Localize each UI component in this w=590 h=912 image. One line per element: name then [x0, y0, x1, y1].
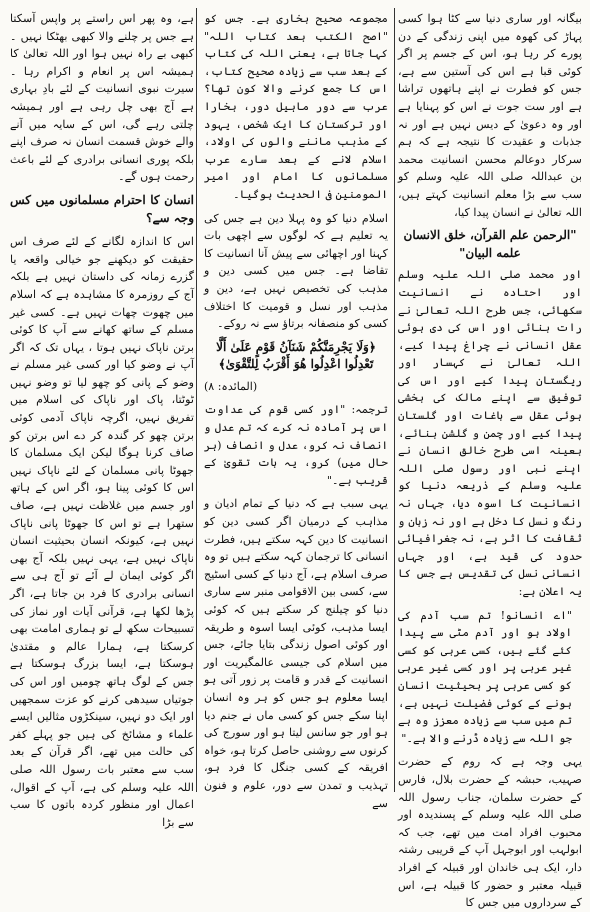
column-left [398, 10, 582, 910]
hadith-quote: "اے انسانو! تم سب آدم کی اولاد ہو اور آدم مٹی سے پیدا کئے گئے ہیں، کسی عربی کو کسی غیر عربی پر اور کسی غیر عربی کو کسی عربی پر بحیثیت انسان ہونے کے کوئی فضیلت نہیں ہے، تم میں سب سے زیادہ معزز وہ ہے جو اللہ سے زیادہ ڈرنے والا ہے۔" [398, 608, 572, 745]
verse-reference: (المائدہ: ۸) [204, 379, 258, 393]
paragraph: بیگانہ اور ساری دنیا سے کٹا ہوا کسی پہاڑ کی کھوہ میں اپنی زندگی کے دن پورے کر رہا ہو، اس کے جسم پر اگر کوئی قبا ہے اس کی آستین سے ہے، جس کو فطرت نے اپنے ہاتھوں تراشا ہے اور ست جوت نے اس کو پہنایا ہے اور وہ دعویٰ کے دیس نہیں ہے اور نہ جذبات و عقیدت کا نتیجہ ہے کہ ہم سرکار دوعالم محسن انسانیت محمد بن عبداللہ صلی اللہ علیہ وسلم کو سب سے بڑا معلم انسانیت کہتے ہیں، اللہ تعالیٰ نے انسان پیدا کیا، [398, 12, 582, 219]
quran-verse: "الرحمن علم القرآن، خلق الانسان علمه البیان" [403, 228, 577, 260]
paragraph: مجموعہ صحیح بخاری ہے۔ جس کو "اصح الکتب بعد کتاب اللہ" کہا جاتا ہے، یعنی اللہ کی کتاب کے بعد سب سے زیادہ صحیح کتاب، اس کا جمع کرنے والا کون تھا؟ عرب سے دور ماہیل دور، بخارا اور ترکستان کا ایک شخص، یہود کے مذہب ماننے والوں کی اولاد، اسلام لانے کے بعد سارے عرب مسلمانوں کا امام اور امیر المومنین فی الحدیث ہوگیا۔ [204, 12, 388, 201]
column-middle [204, 10, 388, 810]
column-divider [394, 8, 395, 792]
paragraph: ہے، وہ پھر اس راستے پر واپس آسکتا ہے جس پر چلنے والا کبھی بھٹکا نہیں ۔ کبھی بے راہ نہیں ہوا اور اللہ تعالیٰ کا ہمیشہ اس پر انعام و اکرام رہا ۔ سیرت نبوی انسانیت کے لئے بادِ بہاری ہے آج بھی چل رہی ہے اور ہمیشہ چلتی رہے گی، اس کے سایہ میں آنے والے خوش قسمت انسان نہ صرف اپنے بلکہ پوری انسانی برادری کے لئے باعث رحمت ہوں گے۔ [10, 12, 194, 184]
translation: ترجمہ: "اور کسی قوم کی عداوت اس پر آمادہ نہ کرے کہ تم عدل و انصاف نہ کرو، عدل و انصاف (ہر حال میں) کرو، یہ بات تقویٰ کے قریب ہے۔" [204, 403, 388, 487]
column-divider [196, 8, 197, 792]
paragraph: یہی سبب ہے کہ دنیا کے تمام ادیان و مذاہب کے درمیان اگر کسی دین کو انسانیت کا دین کہہ سکتے ہیں، فطرت انسانی کا ترجمان کہہ سکتے ہیں تو وہ صرف اسلام ہے، آج دنیا کے کسی اسٹیج سے، کسی بین الاقوامی منبر سے ساری دنیا کو چیلنج کر سکتے ہیں کہ کوئی ایسا مذہب، کوئی ایسا اسوہ و طریقہ اور کوئی اصول زندگی بتایا جائے، جس میں اسلام کی جیسی عالمگیریت اور انسانیت کے قدر و قامت پر زور آتی ہو ایسا معلوم ہو جس کو ہر وہ انسان اپنا سکے جس کو کسی ماں نے جنم دیا ہو اور جو سانس لیتا ہو اور سورج کی کرنوں سے روشنی حاصل کرتا ہو، خواہ افریقہ کے کسی جنگل کا فرد ہو، تہذیب و تمدن سے دور، علوم و فنون سے [204, 497, 388, 810]
column-right [10, 10, 194, 829]
paragraph: اس کا اندازہ لگانے کے لئے صرف اس حقیقت کو دیکھنے جو خیالی واقعہ یا گزرے زمانہ کی داستان نہیں ہے بلکہ آج کے روزمرہ کا مشاہدہ ہے کہ اسلام میں چھوت چھات نہیں ہے۔ کسی غیر مسلم کے ساتھ کھانے سے آپ کا کوئی برتن ناپاک نہیں ہوتا ، یہاں تک کہ اگر آپ نے وضو کیا اور کسی غیر مسلم نے وضو کے پانی کو چھو لیا تو وضو نہیں ٹوٹتا، پاک اور ناپاک کی اسلام میں تفریق نہیں، اگرچہ ناپاک آدمی کوئی برتن چھو کر گندہ کر دے اس برتن کو صاف کرنا ہوگا لیکن ایک مسلمان کا جھوٹا پانی مسلمان کے لئے ناپاک نہیں اس کا کوئی پینا ہو، اگر اس کے ہاتھ اور جسم میں غلاظت نہیں ہے، صاف ستھرا ہے تو اس کا جھوٹا پانی ناپاک نہیں ہے، کیونکہ انسان بحیثیت انسان ناپاک نہیں ہے، یہی نہیں بلکہ آج بھی اگر کوئی ایمان لے آئے تو آج ہی سے انسانی برادری کا فرد بن جاتا ہے، اگر پڑھا لکھا ہے، قرآنی آیات اور نماز کی تسبیحات سکھ لے تو ہماری امامت بھی کرسکتا ہے، ہمارا عالم و مقتدیٰ ہوسکتا ہے، ایسا بزرگ ہوسکتا ہے جس کے لوگ ہاتھ چومیں اور اس کی جوتیاں سیدھی کرنے کو عزت سمجھیں اور ایک دو نہیں، سینکڑوں مثالیں ایسے علماء و مشائخ کی ہیں جو پہلے کفر کی حالت میں تھے، اگر قرآن کے بعد سب سے معتبر بات رسول اللہ صلی اللہ علیہ وسلم کی ہے، آپ کے اقوال، اعمال اور منظور کردہ باتوں کا سب سے بڑا [10, 235, 194, 829]
paragraph: یہی وجہ ہے کہ روم کے حضرت صہیب، حبشہ کے حضرت بلال، فارس کے حضرت سلمان، جناب رسول اللہ صلی اللہ علیہ وسلم کے پسندیدہ اور محبوب افراد امت میں تھے، جب کہ ابولہب اور ابوجہل آپ کے قریبی رشتہ دار، ایک ہی خاندان اور قبیلہ کے افراد قبیلہ معتبر و حضور کا قبیلہ ہے، اس کے سرداروں میں جس کا [398, 755, 582, 910]
quran-verse: ﴿وَلَا يَجْرِمَنَّكُمْ شَنَآنُ قَوْمٍ عَلَىٰ أَلَّا تَعْدِلُوا اعْدِلُوا هُوَ أَقْرَبُ لِلتَّقْوَىٰ﴾ [216, 339, 376, 372]
paragraph: اسلام دنیا کو وہ پہلا دین ہے جس کی یہ تعلیم ہے کہ لوگوں سے اچھی بات کہنا اور اچھائی سے پیش آنا انسانیت کا تقاضا ہے۔ جس میں کسی دین و مذہب کی تخصیص نہیں ہے، دین و مذہب اور نسل و قومیت کا اختلاف کسی کو منصفانہ برتاؤ سے نہ روکے۔ [204, 211, 388, 331]
paragraph: اور محمد صلی اللہ علیہ وسلم اور احتادہ نے انسانیت سکھائی، جس طرح اللہ تعالیٰ نے رات بنائی اور اس کی دی ہوئی عقل انسانی نے چراغ پیدا کیے، اللہ تعالیٰ نے کہسار اور ریگستان پیدا کیے اور اس کی توفیق سے اپنے مالک کی بخشی ہوئی عقل سے باغات اور گلستان پیدا کیے اور چمن و گلشن بنائے، بعینہ اسی طرح خالق انسان نے اپنے نبی اور رسول صلی اللہ علیہ وسلم کے ذریعہ دنیا کو انسانیت کا اسوہ دیا، جہاں نہ رنگ و نسل کا دخل ہے اور نہ زبان و ثقافت کا اثر ہے، نہ جغرافیائی حدود کی قید ہے، اور جہاں انسانی نسل کی تقدیس ہے جس کا یہ اعلان ہے: [398, 268, 582, 598]
section-heading: انسان کا احترام مسلمانوں میں کس وجہ سے؟ [10, 192, 194, 225]
